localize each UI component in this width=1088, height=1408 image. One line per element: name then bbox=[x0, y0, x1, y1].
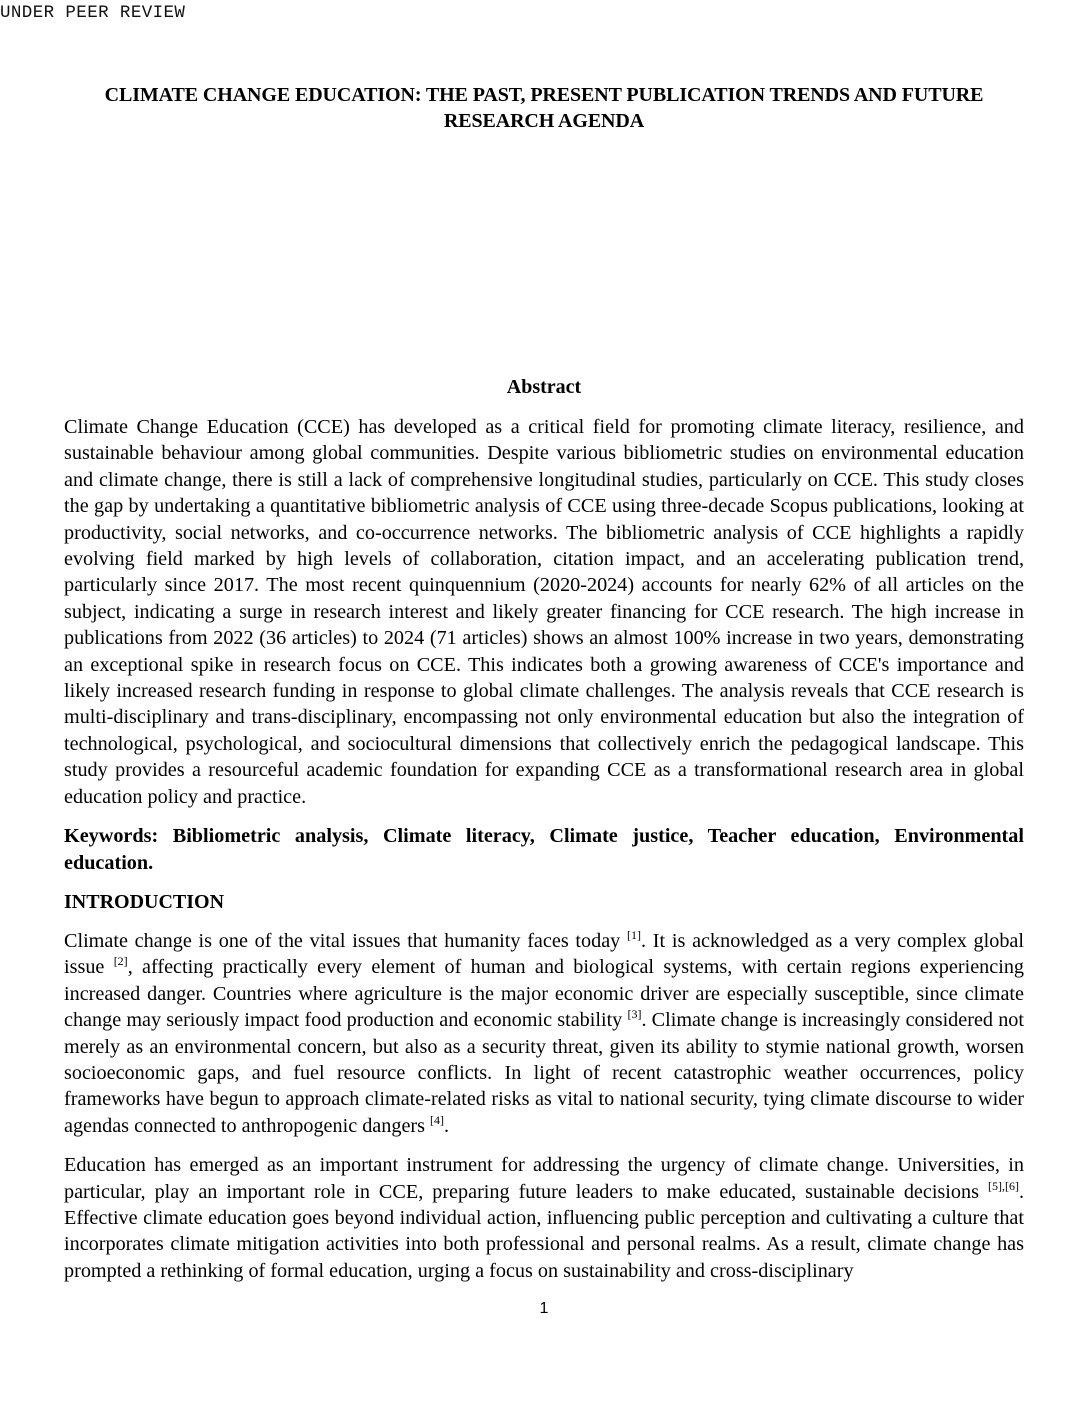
citation-ref-1[interactable]: [1] bbox=[627, 927, 642, 942]
citation-ref-5[interactable]: [5] bbox=[987, 1178, 1002, 1193]
peer-review-watermark: UNDER PEER REVIEW bbox=[0, 3, 186, 23]
paper-body bbox=[64, 374, 1024, 1297]
introduction-heading: INTRODUCTION bbox=[64, 890, 225, 913]
citation-ref-2[interactable]: [2] bbox=[113, 954, 128, 969]
text-span: . Climate change is increasingly considered not merely as an environmental concern, but also as a security threat, given its ability to stymie national growth, worsen socioeconomic gaps, and fuel resource conflicts. In light of recent catastrophic weather occurrences, policy frameworks have begun to approach climate-related risks as vital to national security, tying climate discourse to wider agendas connected to anthropogenic dangers bbox=[64, 1009, 1024, 1137]
abstract-text: Climate Change Education (CCE) has developed as a critical field for promoting climate literacy, resilience, and sustainable behaviour among global communities. Despite various bibliometric studies on environmental education and climate change, there is still a lack of comprehensive longitudinal studies, particularly on CCE. This study closes the gap by undertaking a quantitative bibliometric analysis of CCE using three-decade Scopus publications, looking at productivity, social networks, and co-occurrence networks. The bibliometric analysis of CCE highlights a rapidly evolving field marked by high levels of collaboration, citation impact, and an accelerating publication trend, particularly since 2017. The most recent quinquennium (2020-2024) accounts for nearly 62% of all articles on the subject, indicating a surge in research interest and likely greater financing for CCE research. The high increase in publications from 2022 (36 articles) to 2024 (71 articles) shows an almost 100% increase in two years, demonstrating an exceptional spike in research focus on CCE. This indicates both a growing awareness of CCE's importance and likely increased research funding in response to global climate challenges. The analysis reveals that CCE research is multi-disciplinary and trans-disciplinary, encompassing not only environmental education but also the integration of technological, psychological, and sociocultural dimensions that collectively enrich the pedagogical landscape. This study provides a resourceful academic foundation for expanding CCE as a transformational research area in global education policy and practice. bbox=[64, 416, 1024, 808]
text-span: Education has emerged as an important instrument for addressing the urgency of climate change. Universities, in particular, play an important role in CCE, preparing future leaders to make educated, sustainable decisions bbox=[64, 1154, 1024, 1203]
keywords-line: Keywords: Bibliometric analysis, Climate literacy, Climate justice, Teacher education, Environmental education. bbox=[64, 825, 1024, 874]
citation-ref-3[interactable]: [3] bbox=[627, 1007, 642, 1022]
text-span: , affecting practically every element of human and biological systems, with certain regions experiencing increased danger. Countries where agriculture is the major economic driver are especially susceptible, since climate change may seriously impact food production and economic stability bbox=[64, 956, 1025, 1032]
introduction-paragraph-1 bbox=[64, 928, 1024, 1139]
introduction-paragraph-2 bbox=[64, 1152, 1024, 1284]
text-span: . It is acknowledged as a very complex global issue bbox=[64, 929, 1024, 979]
citation-ref-4[interactable]: [4] bbox=[430, 1112, 445, 1127]
abstract-heading: Abstract bbox=[506, 376, 582, 398]
citation-ref-6[interactable]: [6] bbox=[1004, 1178, 1019, 1193]
paper-title: CLIMATE CHANGE EDUCATION: THE PAST, PRESENT PUBLICATION TRENDS AND FUTURE RESEARCH AGENDA bbox=[104, 84, 984, 132]
text-span: . Effective climate education goes beyond individual action, influencing public perception and cultivating a culture that incorporates climate mitigation activities into both professional and personal realms. As a result, climate change has prompted a rethinking of formal education, urging a focus on sustainability and cross-disciplinary bbox=[64, 1180, 1024, 1282]
text-span: Climate change is one of the vital issues that humanity faces today bbox=[64, 929, 628, 952]
citation-separator: , bbox=[1001, 1178, 1005, 1193]
text-span: . bbox=[444, 1114, 450, 1137]
page-number: 1 bbox=[539, 1300, 549, 1317]
